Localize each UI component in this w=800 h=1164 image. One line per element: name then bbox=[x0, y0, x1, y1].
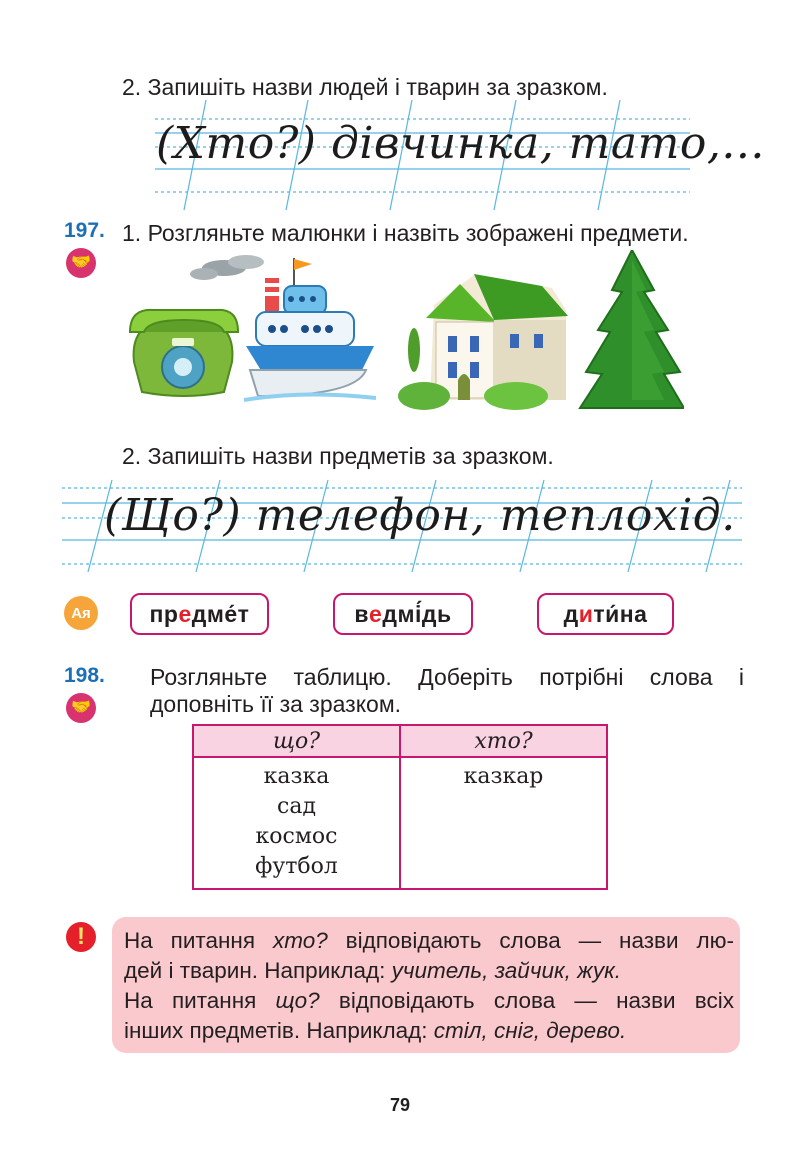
task197-pictures bbox=[124, 250, 684, 415]
table-cell: сад bbox=[277, 794, 316, 819]
dictionary-word-vedmid: в е дмі́дь bbox=[333, 593, 473, 635]
what-who-table bbox=[192, 724, 608, 890]
task197-number: 197. bbox=[64, 219, 105, 242]
table-cell: космос bbox=[255, 824, 338, 849]
table-cell: казкар bbox=[463, 764, 544, 789]
table-column-what bbox=[193, 757, 400, 889]
dictionary-word-predmet: пр е дме́т bbox=[130, 593, 269, 635]
handwriting-sample-what: (Що?) телефон, теплохід. bbox=[104, 490, 736, 541]
dictionary-badge-icon: Ая bbox=[64, 596, 98, 630]
task197-step1-instruction: 1. Розгляньте малюнки і назвіть зображені предмети. bbox=[122, 220, 689, 246]
telephone-picture bbox=[130, 310, 238, 396]
task196-step2-instruction: 2. Запишіть назви людей і тварин за зразком. bbox=[122, 74, 608, 100]
table-column-who bbox=[400, 757, 607, 889]
handshake-icon: 🤝 bbox=[66, 693, 96, 723]
rule-box bbox=[112, 917, 740, 1053]
task197-step2-instruction: 2. Запишіть назви предметів за зразком. bbox=[122, 443, 554, 469]
handshake-icon: 🤝 bbox=[66, 248, 96, 278]
task198-instruction-line1: Розгляньте таблицю. Доберіть потрібні слова і bbox=[150, 664, 744, 690]
task198-instruction-line2: доповніть її за зразком. bbox=[150, 691, 402, 717]
spruce-tree-picture bbox=[580, 250, 684, 408]
table-header-what: що? bbox=[193, 725, 400, 757]
handwriting-sample-who: (Хто?) дівчинка, тато,... bbox=[156, 118, 765, 169]
rule-text: На питання хто? відповідають слова — назви лю- дей і тварин. Наприклад: учитель, зайчик, жук. На питання що? відповідають слова — назви всіх інших предметів. Наприклад: стіл, сніг, дерево. bbox=[124, 928, 734, 1043]
dictionary-word-dytyna: д и ти́на bbox=[537, 593, 674, 635]
task198-number: 198. bbox=[64, 664, 105, 687]
exclamation-icon: ! bbox=[66, 922, 96, 952]
table-header-who: хто? bbox=[400, 725, 607, 757]
table-cell: казка bbox=[263, 764, 330, 789]
table-cell: футбол bbox=[255, 854, 338, 879]
page-number: 79 bbox=[389, 1095, 411, 1115]
house-picture bbox=[398, 274, 568, 410]
